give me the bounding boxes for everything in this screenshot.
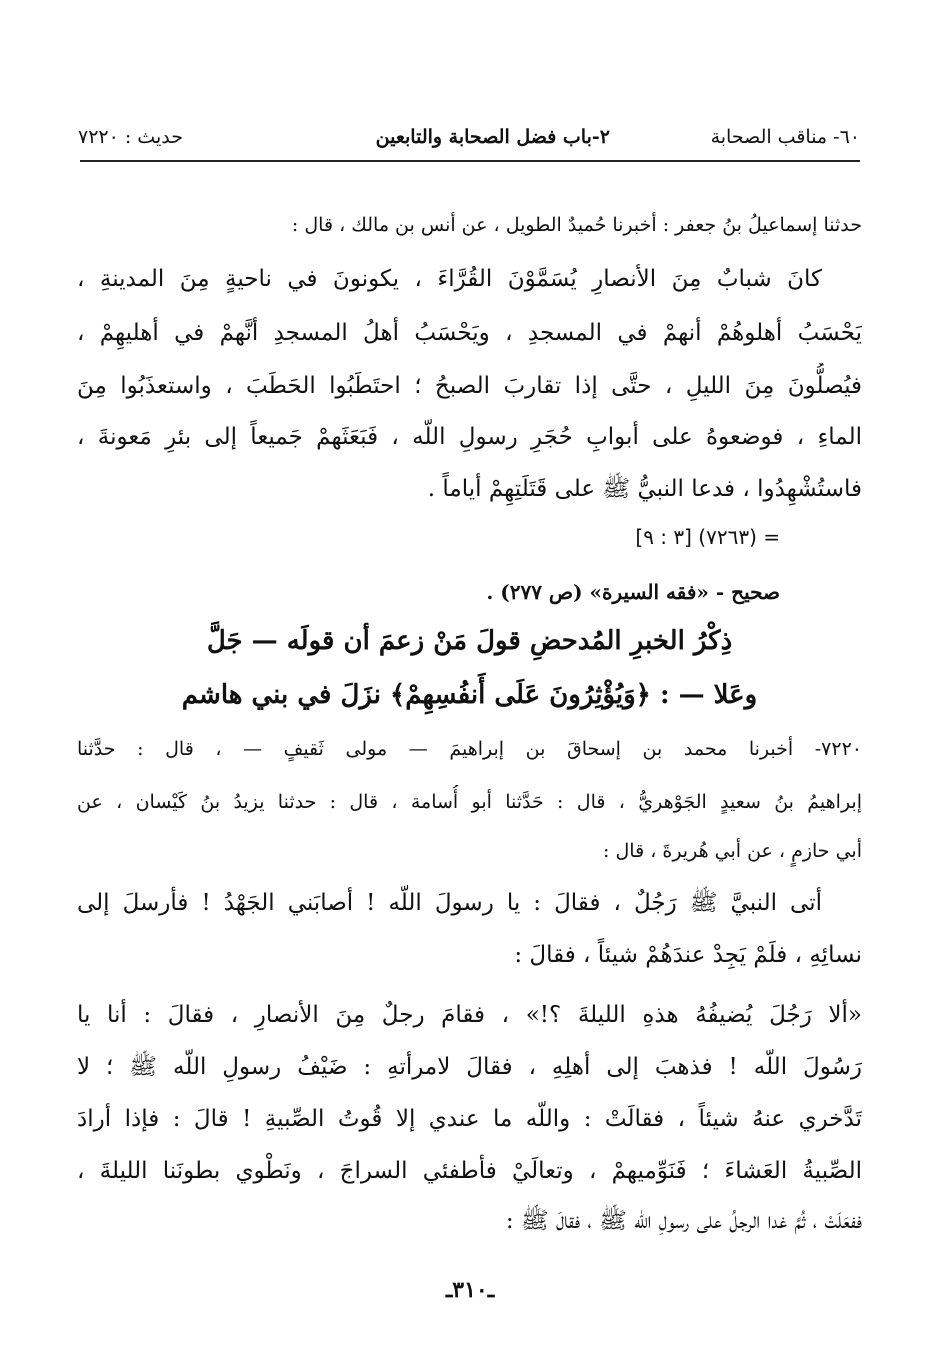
header-hadith-number: حديث : ٧٢٢٠ [78, 126, 183, 148]
matn-line: رَسُولَ اللّه ! فذهبَ إلى أهلِهِ ، فقالَ لامرأتهِ : ضَيْفُ رسولِ اللّه ﷺ ؛ لا [77, 1054, 862, 1080]
isnad-line: أبي حازمٍ ، عن أبي هُريرةَ ، قال : [603, 840, 862, 862]
matn-line: نسائِهِ ، فلَمْ يَجِدْ عندَهُمْ شيئاً ، فقالَ : [514, 942, 862, 968]
matn-line: فاستُشْهِدُوا ، فدعا النبيُّ ﷺ على قَتَلَتِهِمْ أياماً . [427, 476, 862, 502]
matn-line: فيُصلُّونَ مِنَ الليلِ ، حتَّى إذا تقاربَ الصبحُ ؛ احتَطَبُوا الحَطَبَ ، واستعذَبُوا مِنَ [77, 373, 862, 399]
isnad-line: ٧٢٢٠- أخبرنا محمد بن إسحاقَ بن إبراهيمَ — مولى ثَقيفٍ — ، قال : حدَّثنا [77, 738, 862, 760]
chapter-heading-line: ذِكْرُ الخبرِ المُدحضِ قولَ مَنْ زعمَ أن قولَه — جَلَّ [206, 626, 733, 656]
matn-line: الماءِ ، فوضعوهُ على أبوابِ حُجَرِ رسولِ اللّه ، فَبَعَثَهمْ جَميعاً إلى بئرِ مَعونةَ ، [77, 424, 862, 450]
running-header [78, 122, 860, 158]
matn-line: يَحْسَبُ أهلوهُمْ أنهمْ في المسجدِ ، ويَحْسَبُ أهلُ المسجدِ أنَّهمْ في أهليهِمْ ، [77, 320, 862, 346]
cross-reference: = (٧٢٦٣) [٣ : ٩] [635, 525, 780, 549]
chapter-heading-line: وعَلا — : ﴿وَيُؤْثِرُونَ عَلَى أَنفُسِهِمْ﴾ نزَلَ في بني هاشم [181, 680, 758, 710]
matn-line: أتى النبيَّ ﷺ رَجُلٌ ، فقالَ : يا رسولَ اللّه ! أصابَني الجَهْدُ ! فأرسلَ إلى [77, 890, 822, 916]
hadith-grading: صحيح - «فقه السيرة» (ص ٢٧٧) . [486, 580, 780, 604]
matn-line: الصِّبيةُ العَشاءَ ؛ فَنَوِّميهمْ ، وتعالَيْ فأطفئي السراجَ ، ونَطْوي بطونَنا الليلةَ ، [77, 1158, 862, 1184]
isnad-line: إبراهيمُ بنُ سعيدٍ الجَوْهريُّ ، قال : حَدَّثنا أبو أُسامة ، قال : حدثنا يزيدُ بنُ كَيْسان ، عن [77, 791, 862, 813]
page-number: ـ٣١٠ـ [445, 1277, 495, 1303]
matn-line: ففعَلَتْ ، ثُمَّ غدا الرجلُ على رسولِ اللّه ﷺ ، فقالَ ﷺ : [505, 1208, 862, 1234]
header-divider [80, 160, 860, 162]
matn-line: تَدَّخري عنهُ شيئاً ، فقالَتْ : واللّه ما عندي إلا قُوتُ الصِّبيةِ ! قالَ : فإذا أرادَ [77, 1106, 862, 1132]
header-chapter-title: ٢-باب فضل الصحابة والتابعين [375, 126, 610, 148]
header-section-title: ٦٠- مناقب الصحابة [710, 126, 860, 148]
isnad-line: حدثنا إسماعيلُ بنُ جعفر : أخبرنا حُميدٌ الطويل ، عن أنس بن مالك ، قال : [291, 214, 862, 236]
matn-line: كانَ شبابٌ مِنَ الأنصارِ يُسَمَّوْنَ القُرَّاءَ ، يكونونَ في ناحيةٍ مِنَ المدينةِ ، [77, 266, 822, 292]
matn-line: «ألا رَجُلَ يُضيفُهُ هذهِ الليلةَ ؟!» ، فقامَ رجلٌ مِنَ الأنصارِ ، فقالَ : أنا يا [77, 1002, 862, 1028]
